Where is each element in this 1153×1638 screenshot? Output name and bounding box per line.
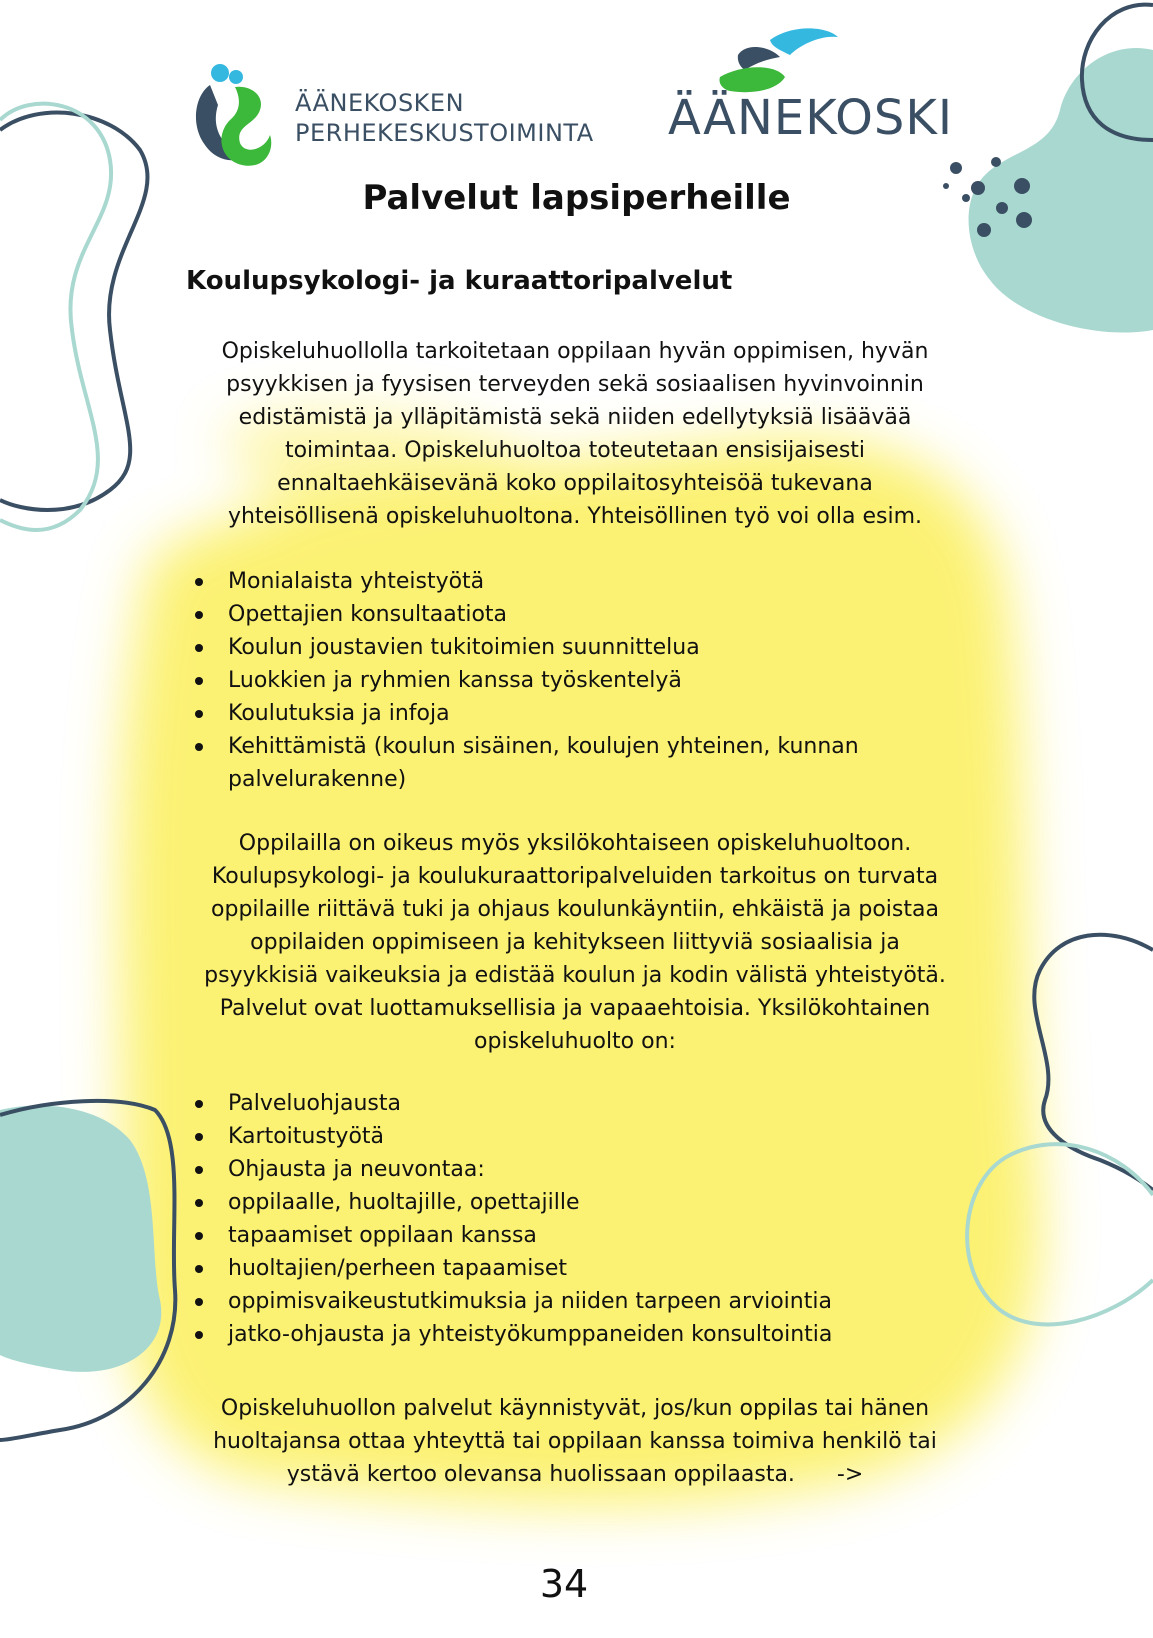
- community-work-list: [180, 565, 970, 796]
- logo-line-1: ÄÄNEKOSKEN: [295, 89, 465, 117]
- list-item: Monialaista yhteistyötä: [180, 565, 970, 598]
- list-item: Opettajien konsultaatiota: [180, 598, 970, 631]
- list-item: Koulutuksia ja infoja: [180, 697, 970, 730]
- navy-curve-left-top: [0, 113, 148, 510]
- list-item: jatko-ohjausta ja yhteistyökumppaneiden konsultointia: [180, 1318, 970, 1351]
- list-item: Luokkien ja ryhmien kanssa työskentelyä: [180, 664, 970, 697]
- middle-line: opiskeluhuolto on:: [474, 1029, 676, 1054]
- list-item: huoltajien/perheen tapaamiset: [180, 1252, 970, 1285]
- aanekoski-logo-text: ÄÄNEKOSKI: [668, 90, 953, 146]
- closing-line: huoltajansa ottaa yhteyttä tai oppilaan kanssa toimiva henkilö tai: [213, 1429, 937, 1454]
- middle-line: Oppilailla on oikeus myös yksilökohtaiseen opiskeluhuoltoon.: [238, 831, 912, 856]
- list-item: oppilaalle, huoltajille, opettajille: [180, 1186, 970, 1219]
- list-item: tapaamiset oppilaan kanssa: [180, 1219, 970, 1252]
- intro-line: toimintaa. Opiskeluhuoltoa toteutetaan ensisijaisesti: [284, 438, 866, 463]
- closing-paragraph: [180, 1392, 970, 1491]
- page-title: Palvelut lapsiperheille: [362, 178, 791, 218]
- closing-line: ystävä kertoo olevansa huolissaan oppilaasta. ->: [286, 1462, 864, 1487]
- middle-line: oppilaiden oppimiseen ja kehitykseen liittyviä sosiaalisia ja: [250, 930, 900, 955]
- page-number: 34: [539, 1562, 589, 1606]
- perhekeskus-logo-text: [295, 88, 594, 148]
- middle-line: oppilaille riittävä tuki ja ohjaus koulunkäyntiin, ehkäistä ja poistaa: [211, 897, 939, 922]
- intro-line: edistämistä ja ylläpitämistä sekä niiden edellytyksiä lisäävää: [238, 405, 912, 430]
- individual-care-list: [180, 1087, 970, 1351]
- intro-line: ennaltaehkäisevänä koko oppilaitosyhteisöä tukevana: [277, 471, 873, 496]
- list-item: Kehittämistä (koulun sisäinen, koulujen yhteinen, kunnan palvelurakenne): [180, 730, 908, 796]
- middle-line: Koulupsykologi- ja koulukuraattoripalveluiden tarkoitus on turvata: [211, 864, 939, 889]
- intro-line: psyykkisen ja fyysisen terveyden sekä sosiaalisen hyvinvoinnin: [226, 372, 924, 397]
- middle-line: Palvelut ovat luottamuksellisia ja vapaaehtoisia. Yksilökohtainen: [219, 996, 931, 1021]
- list-item: Palveluohjausta: [180, 1087, 970, 1120]
- teal-curve-left-top: [0, 104, 111, 530]
- intro-line: yhteisöllisenä opiskeluhuoltona. Yhteisöllinen työ voi olla esim.: [227, 504, 923, 529]
- list-item: Koulun joustavien tukitoimien suunnittelua: [180, 631, 970, 664]
- individual-care-paragraph: [180, 827, 970, 1058]
- list-item: Kartoitustyötä: [180, 1120, 970, 1153]
- list-item: oppimisvaikeustutkimuksia ja niiden tarpeen arviointia: [180, 1285, 970, 1318]
- logo-line-2: PERHEKESKUSTOIMINTA: [295, 119, 594, 147]
- intro-line: Opiskeluhuollolla tarkoitetaan oppilaan hyvän oppimisen, hyvän: [221, 339, 929, 364]
- closing-line: Opiskeluhuollon palvelut käynnistyvät, jos/kun oppilas tai hänen: [220, 1396, 930, 1421]
- intro-paragraph: [180, 335, 970, 533]
- section-heading: Koulupsykologi- ja kuraattoripalvelut: [186, 266, 733, 296]
- middle-line: psyykkisiä vaikeuksia ja edistää koulun ja kodin välistä yhteistyötä.: [204, 963, 946, 988]
- list-item: Ohjausta ja neuvontaa:: [180, 1153, 970, 1186]
